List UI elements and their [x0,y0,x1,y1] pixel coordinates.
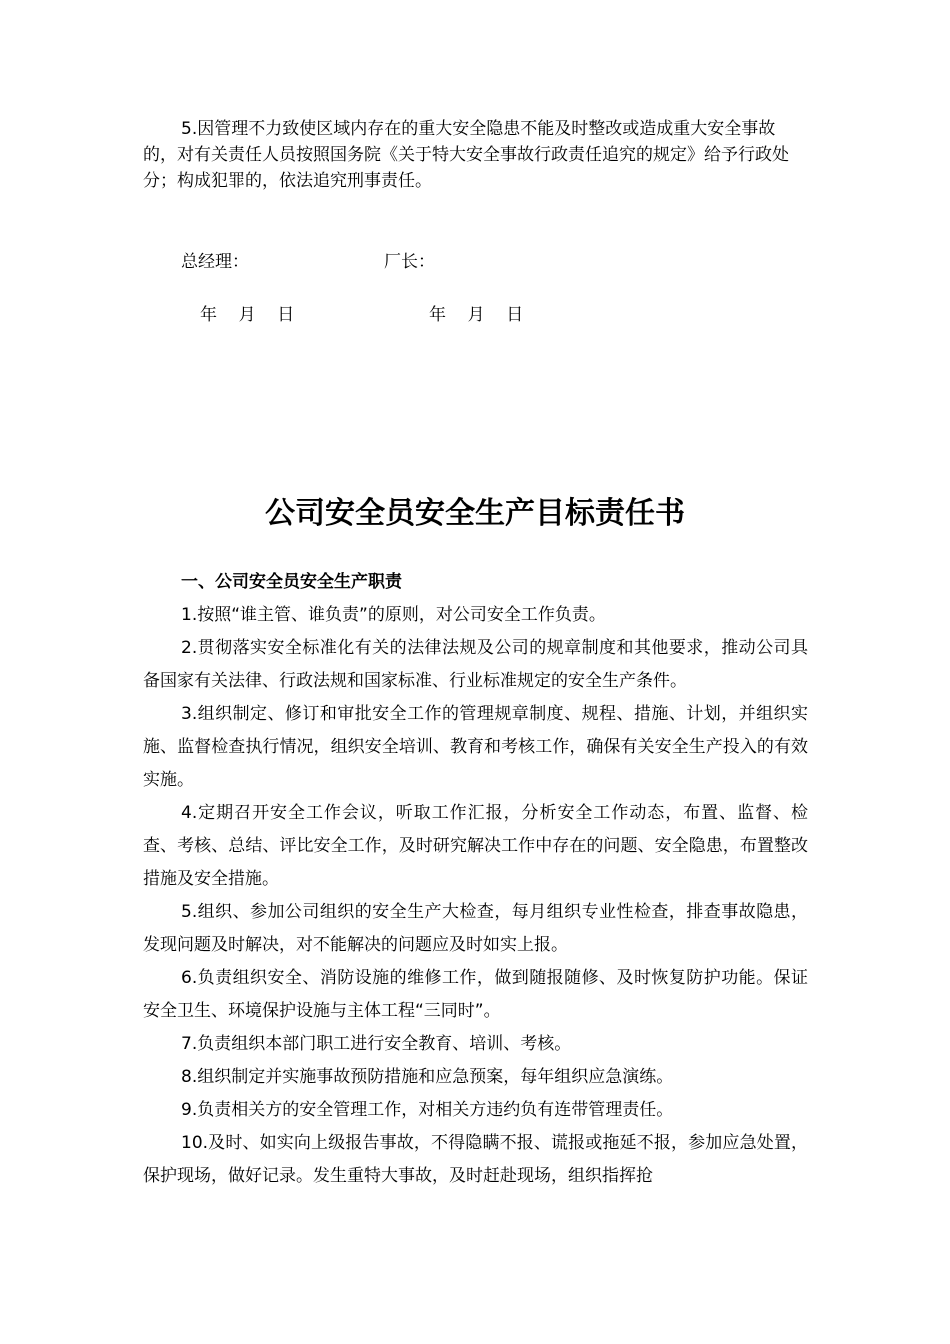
responsibility-item-3: 3.组织制定、修订和审批安全工作的管理规章制度、规程、措施、计划，并组织实施、监督检查执行情况，组织安全培训、教育和考核工作，确保有关安全生产投入的有效实施。 [143,704,808,790]
responsibility-item-8: 8.组织制定并实施事故预防措施和应急预案，每年组织应急演练。 [181,1067,674,1087]
responsibility-item-6: 6.负责组织安全、消防设施的维修工作，做到随报随修、及时恢复防护功能。保证安全卫生、环境保护设施与主体工程“三同时”。 [143,968,808,1021]
factory-director-signature-label: 厂长： [384,252,435,272]
responsibility-item-7: 7.负责组织本部门职工进行安全教育、培训、考核。 [181,1034,572,1054]
responsibility-item-2: 2.贯彻落实安全标准化有关的法律法规及公司的规章制度和其他要求，推动公司具备国家有关法律、行政法规和国家标准、行业标准规定的安全生产条件。 [143,638,808,691]
document-title: 公司安全员安全生产目标责任书 [265,496,685,531]
responsibility-item-10: 10.及时、如实向上级报告事故，不得隐瞒不报、谎报或拖延不报，参加应急处置，保护现场，做好记录。发生重特大事故，及时赶赴现场，组织指挥抢 [143,1133,808,1186]
factory-director-date: 年 月 日 [429,305,524,325]
responsibility-item-1: 1.按照“谁主管、谁负责”的原则，对公司安全工作负责。 [181,605,606,625]
general-manager-date: 年 月 日 [200,305,295,325]
section-responsibilities [143,566,808,1193]
responsibility-item-5: 5.组织、参加公司组织的安全生产大检查，每月组织专业性检查，排查事故隐患，发现问题及时解决，对不能解决的问题应及时如实上报。 [143,902,808,955]
section-heading: 一、公司安全员安全生产职责 [181,572,402,592]
general-manager-signature-label: 总经理： [181,252,249,272]
previous-section-item-5: 5.因管理不力致使区域内存在的重大安全隐患不能及时整改或造成重大安全事故的，对有关责任人员按照国务院《关于特大安全事故行政责任追究的规定》给予行政处分；构成犯罪的，依法追究刑事责任。 [143,119,789,191]
responsibility-item-9: 9.负责相关方的安全管理工作，对相关方违约负有连带管理责任。 [181,1100,674,1120]
responsibility-item-4: 4.定期召开安全工作会议，听取工作汇报，分析安全工作动态，布置、监督、检查、考核、总结、评比安全工作，及时研究解决工作中存在的问题、安全隐患，布置整改措施及安全措施。 [143,803,808,889]
